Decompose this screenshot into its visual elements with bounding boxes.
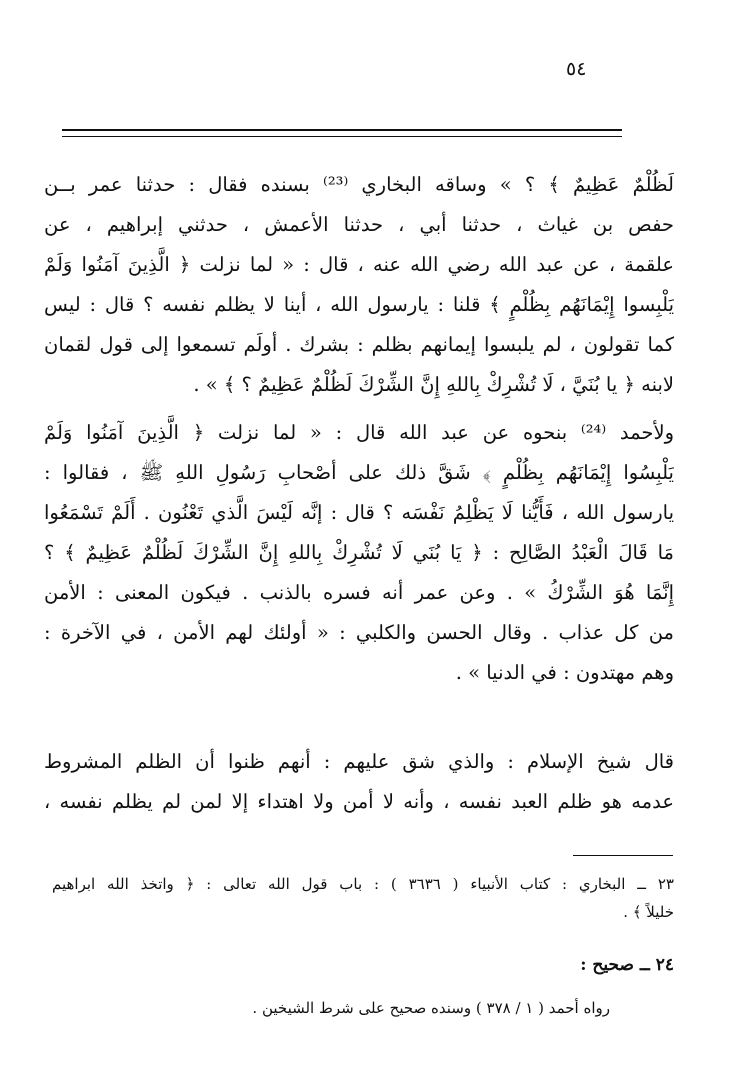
text-line: عدمه هو ظلم العبد نفسه ، وأنه لا أمن ولا اهتداء إلا لمن لم يظلم نفسه ، bbox=[44, 790, 674, 813]
text-line: قال شيخ الإسلام : والذي شق عليهم : أنهم ظنوا أن الظلم المشروط bbox=[44, 750, 674, 773]
paragraph-ahmad bbox=[44, 413, 674, 693]
header-rule-thin bbox=[62, 136, 622, 137]
paragraph-shaykh-al-islam bbox=[44, 742, 674, 822]
footnote-23-line-1: ٢٣ ــ البخاري : كتاب الأنبياء ( ٣٦٣٦ ) : باب قول الله تعالى : ﴿ واتخذ الله ابراهيم bbox=[52, 875, 674, 893]
text-line: مَا قَالَ الْعَبْدُ الصَّالِح : ﴿ يَا بُنَي لَا تُشْرِكْ بِاللهِ إِنَّ الشِّرْكَ لَظُلْمٌ عَظِيمٌ ﴾ ؟ bbox=[44, 541, 674, 564]
text-line: من كل عذاب . وقال الحسن والكلبي : « أولئك لهم الأمن ، في الآخرة : bbox=[44, 621, 674, 644]
text-line: لابنه ﴿ يا بُنَيَّ ، لَا تُشْرِكْ بِاللهِ إِنَّ الشِّرْكَ لَظُلْمٌ عَظِيمٌ ؟ ﴾ » . bbox=[193, 373, 674, 396]
text-line: إِنَّمَا هُوَ الشِّرْكُ » . وعن عمر أنه فسره بالذنب . فيكون المعنى : الأمن bbox=[44, 581, 674, 604]
text-line: يارسول الله ، فَأَيُّنا لَا يَظْلِمُ نَفْسَه ؟ قال : إنَّه لَيْسَ الَّذي تَعْنُون . أَلَمْ تَسْمَعُوا bbox=[44, 501, 674, 524]
footnote-23-line-2: خليلاً ﴾ . bbox=[623, 903, 674, 921]
footnote-separator bbox=[573, 855, 673, 856]
text-line: كما تقولون ، لم يلبسوا إيمانهم بظلم : بشرك . أولَم تسمعوا إلى قول لقمان bbox=[44, 333, 674, 356]
text-line: علقمة ، عن عبد الله رضي الله عنه ، قال : « لما نزلت ﴿ الَّذِينَ آمَنُوا وَلَمْ bbox=[44, 253, 674, 276]
footnote-24-body: رواه أحمد ( ١ / ٣٧٨ ) وسنده صحيح على شرط الشيخين . bbox=[252, 999, 610, 1017]
footnotes bbox=[52, 870, 674, 1022]
paragraph-bukhari bbox=[44, 165, 674, 405]
text-line: لَظُلْمٌ عَظِيمٌ ﴾ ؟ » وساقه البخاري ⁽²³⁾ بسنده فقال : حدثنا عمر بــن bbox=[44, 173, 674, 196]
header-rule-thick bbox=[62, 129, 622, 131]
text-line: حفص بن غياث ، حدثنا أبي ، حدثنا الأعمش ، حدثني إبراهيم ، عن bbox=[44, 213, 674, 236]
text-line: وهم مهتدون : في الدنيا » . bbox=[455, 661, 674, 684]
footnote-24-heading: ٢٤ ــ صحيح : bbox=[580, 955, 674, 975]
text-line: ولأحمد ⁽²⁴⁾ بنحوه عن عبد الله قال : « لما نزلت ﴿ الَّذِينَ آمَنُوا وَلَمْ bbox=[44, 421, 674, 444]
text-line: يَلْبِسوا إِيْمَانَهُم بِظُلْمٍ ﴾ قلنا : يارسول الله ، أينا لا يظلم نفسه ؟ قال : ليس bbox=[44, 293, 674, 316]
page-number: ٥٤ bbox=[566, 58, 587, 80]
text-line: يَلْبِسُوا إِيْمَانَهُم بِظُلْمٍ ﴾ شَقَّ ذلك على أصْحابِ رَسُولِ اللهِ ﷺ ، فقالوا : bbox=[44, 461, 674, 484]
